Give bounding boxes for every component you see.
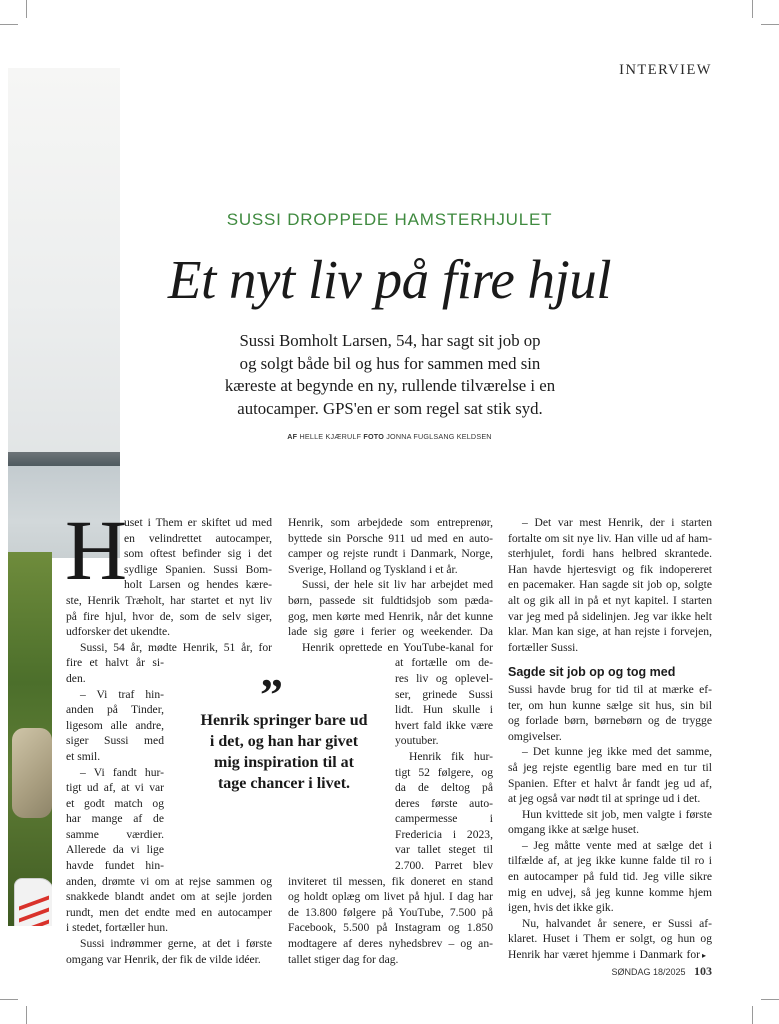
pull-quote: Henrik springer bare ud i det, og han har givet mig inspiration til at tage chancer i livet. [200,712,368,792]
body-line: klar. Man kan sige, at han rejste i forvejen, [508,625,712,639]
body-line: Hun kvittede sit job, men valgte i første [522,807,712,821]
body-line: en autocamper på fuld tid. Jeg ville sikre [508,870,712,884]
body-line: Fredericia i 2023, [395,827,493,841]
body-line: res liv og oplevel- [395,671,493,685]
section-label: INTERVIEW [619,62,712,78]
body-line: Spanien. Efter et halvt år fandt jeg ud af, [508,776,712,790]
body-line: siger Sussi med [66,734,164,748]
body-line: var tallet steget til [395,843,493,857]
body-line: de 13.800 følgere på YouTube, 7.500 på [288,905,493,919]
photo-stone [12,728,52,818]
body-line: Allerede da vi lige [66,843,164,857]
article-overline: SUSSI DROPPEDE HAMSTERHJULET [226,210,553,229]
issue-label: SØNDAG 18/2025 [611,967,686,977]
body-line: rundt, men det endte med en autocamper [66,905,272,919]
body-line: tilfælde af, at jeg ikke kunne falde til ro i [508,854,712,868]
body-line: Sussi, 54 år, mødte Henrik, 51 år, for [80,640,272,654]
body-column-3 [508,515,712,964]
lead-line: og solgt både bil og hus for sammen med sin [239,353,541,373]
body-line: mig en udvej, så jeg kunne komme hjem [508,885,712,899]
body-line: inviteret til messen, fik doneret en stand [288,874,493,888]
body-line: at jeg også var nødt til at springe ud i det. [508,792,701,806]
body-line: tigt 52 følgere, og [395,765,493,779]
body-line: Han havde hjertesvigt og fik indopereret [508,562,712,576]
crop-mark [752,0,753,18]
body-line: Henrik har været hjemme i Danmark for ▸ [508,948,706,962]
body-line: anden på Tinder, [66,703,164,717]
body-line: tallet stiger dag for dag. [288,952,399,966]
body-line: campermesse i [395,812,493,826]
body-line: i stedet, fortæller hun. [66,921,169,935]
body-line: Sussi, der hele sit liv har arbejdet med [302,578,493,592]
lead-line: autocamper. GPS'en er som regel sat stik syd. [237,398,543,418]
body-line: ter, om hun kunne sælge sit hus, sin bil [508,698,712,712]
body-line: samme værdier. [66,827,164,841]
drop-cap: H [65,502,128,598]
body-line: fortæller Sussi. [508,640,579,654]
lead-line: Sussi Bomholt Larsen, 54, har sagt sit job op [239,331,541,350]
body-line: og forlade børn, børnebørn og de trygge [508,714,712,728]
crop-mark [26,0,27,18]
lead-line: kæreste at begynde en ny, rullende tilværelse i en [224,376,556,395]
crop-mark [0,999,18,1000]
byline-af-label: AF [287,432,298,441]
body-line: camper og rejste rundt i Danmark, Norge, [288,547,493,561]
continue-arrow-icon: ▸ [701,951,706,961]
body-line: så jeg rejste egentlig bare med en tur til [508,760,712,774]
photo-shoreline [8,452,120,466]
body-line: Henrik fik hur- [409,749,493,763]
body-line: ligesom alle andre, [66,718,164,732]
section-subhead: Sagde sit job op og tog med [508,665,676,680]
body-line: lade sig gøre i ferier og weekender. Da [288,625,493,639]
body-line: sterhjulet, fordi hans helbred skrantede. [508,547,712,561]
body-line: Sverige, Holland og Tyskland i et år. [288,562,458,576]
body-line: på fire hjul, hvor de, som de selv siger, [66,609,272,623]
body-line: omgivelser. [508,729,562,743]
body-line: anden, drømte vi om at rejse sammen og [66,874,272,888]
body-line: – Det kunne jeg ikke med det samme, [522,745,712,759]
body-line: har mange af de [66,812,164,826]
body-line: 2.700. Parret blev [395,859,493,873]
article-lead [200,330,580,420]
article-headline: Et nyt liv på fire hjul [167,249,612,310]
body-line: den. [66,671,86,685]
body-line: hvert fald ikke være [395,718,493,732]
crop-mark [761,999,779,1000]
body-line: en velindrettet autocamper, [124,531,272,545]
body-line: lidt. Hun skulle i [395,703,493,717]
body-line: ste, Henrik Træholt, har startet et nyt liv [66,593,272,607]
body-line: et godt match og [66,796,164,810]
page-footer [611,964,712,979]
crop-mark [0,24,18,25]
body-line: alt og gik all in på et nyt kapitel. I starten [508,593,712,607]
body-line: tigt ud af, at vi var [66,781,164,795]
body-line: Nu, halvandet år senere, er Sussi af- [522,916,712,930]
crop-mark [752,1006,753,1024]
body-line: modtagere af deres nyhedsbrev – og an- [288,937,493,951]
body-line: udforsker det ukendte. [66,625,170,639]
crop-mark [761,24,779,25]
photo-sneaker [14,878,54,926]
body-line: – Jeg måtte vente med at sælge det i [522,838,712,852]
body-line: at fortælle om de- [395,656,493,670]
byline-foto-label: FOTO [363,432,385,441]
page-number: 103 [694,964,712,978]
body-line: da de deltog på [395,781,493,795]
body-line: fire et halvt år si- [66,656,164,670]
body-line: – Vi fandt hur- [80,765,164,779]
body-line: en pacemaker. Han sagde sit job op, solgte [508,578,712,592]
body-line: uset i Them er skiftet ud med [124,516,272,529]
byline-photographer: JONNA FUGLSANG KELDSEN [386,432,492,441]
body-line: børn, passede sit fuldtidsjob som pæda- [288,593,493,607]
body-line: Henrik oprettede en YouTube-kanal for [302,640,493,654]
body-line: Sussi indrømmer gerne, at det i første [80,937,272,951]
body-line: som oftest befinder sig i det [124,547,272,561]
body-line: deres første auto- [395,796,493,810]
body-line: et smil. [66,749,101,763]
crop-mark [26,1006,27,1024]
body-line: snakkede blandt andet om at sejle jorden [66,890,272,904]
body-line: – Vi traf hin- [80,687,164,701]
body-line: holt Larsen og hendes kære- [124,578,272,592]
byline [0,432,779,441]
body-line: igen, hvis det ikke gik. [508,901,614,915]
body-line: sydlige Spanien. Sussi Bom- [124,562,272,576]
body-line: havde fundet hin- [66,859,164,873]
byline-author: HELLE KJÆRULF [299,432,362,441]
body-line: gog, men kørte med Henrik, når det kunne [288,609,493,623]
body-line: og holdt oplæg om livet på hjul. I dag har [288,890,493,904]
body-line: omgang ikke at sælge huset. [508,823,640,837]
body-line: – Det var mest Henrik, der i starten [522,516,712,529]
body-line: Facebook, 5.500 på Instagram og 1.850 [288,921,493,935]
body-line: klaret. Huset i Them er solgt, og hun og [508,932,712,946]
body-line: fortalte om sit nye liv. Han ville ud af ham- [508,531,712,545]
body-line: Henrik, som arbejdede som entreprenør, [288,516,493,529]
body-line: youtuber. [395,734,439,748]
body-line: omgang var Henrik, der fik de vilde idéer. [66,952,261,966]
body-line: byttede sin Porsche 911 ud med en auto- [288,531,493,545]
body-line: Sussi havde brug for tid til at mærke ef- [508,682,712,696]
quote-mark-icon: ” [260,669,283,720]
body-line: ser, grinede Sussi [395,687,493,701]
body-line: var jeg med på sidelinjen. Jeg var ikke helt [508,609,712,623]
